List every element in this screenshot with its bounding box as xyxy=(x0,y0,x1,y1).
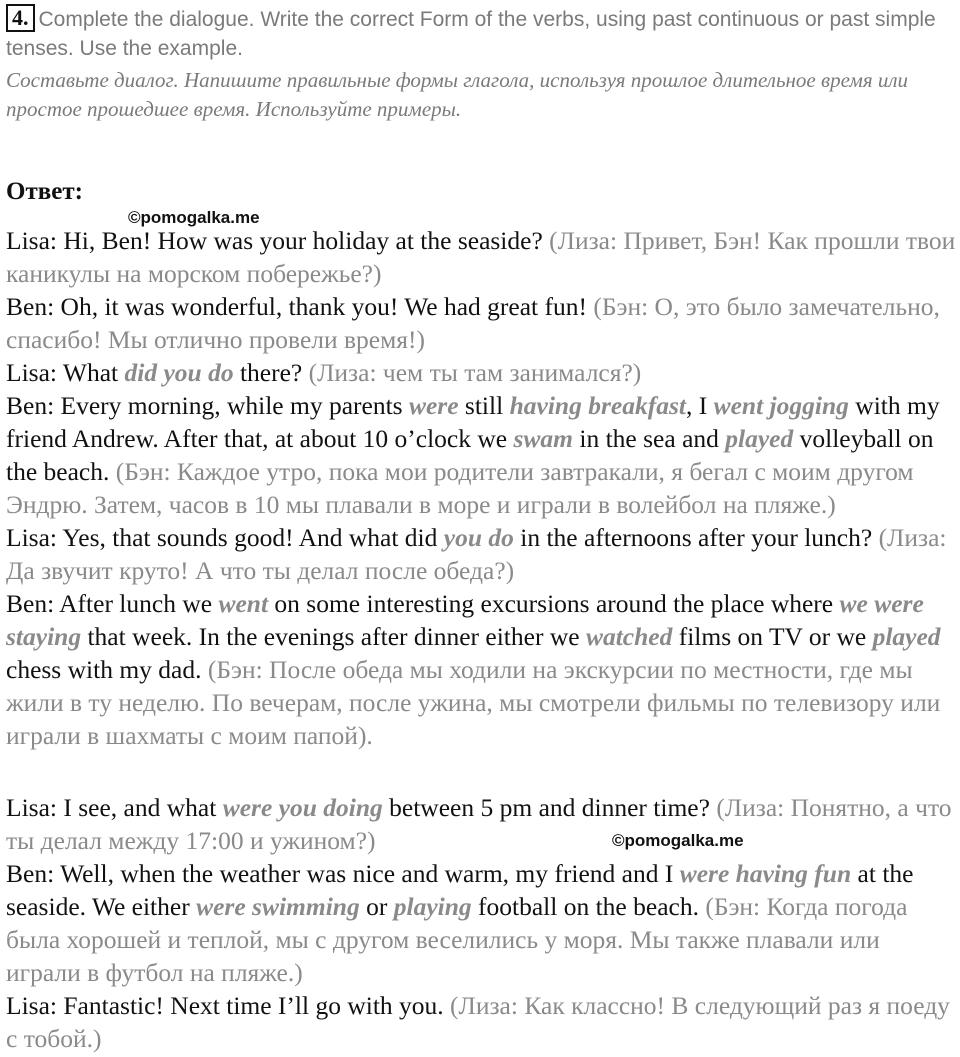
line: football on the beach. xyxy=(478,892,699,921)
line: Ben: Every morning, while my parents xyxy=(6,391,403,420)
instruction-en-text: Complete the dialogue. Write the correct Form of the verbs, using past continuous or past simple tenses. Use the example. xyxy=(6,8,936,60)
translation: (Бэн: После обеда мы ходили на экскурсии по местности, где мы жили в ту неделю. По вечерам, после ужина, мы смотрели фильмы по телевизору или играли в шахматы с моим папой). xyxy=(6,655,941,750)
line: Ben: After lunch we xyxy=(6,589,213,618)
translation: (Бэн: Когда погода была хорошей и теплой, мы с другом веселились у моря. Мы также плавали или играли в футбол на пляже.) xyxy=(6,892,908,987)
answer-verb: went xyxy=(218,589,269,618)
answer-verb: went jogging xyxy=(713,391,849,420)
line: Ben: Well, when the weather was nice and warm, my friend and I xyxy=(6,859,674,888)
translation: (Бэн: О, это было замечательно, спасибо! Мы отлично провели время!) xyxy=(6,292,940,354)
line: chess with my dad. xyxy=(6,655,202,684)
task-instruction-ru: Составьте диалог. Напишите правильные формы глагола, используя прошлое длительное время или простое прошедшее время. Используйте примеры. xyxy=(6,68,908,121)
translation: (Лиза: Как классно! В следующий раз я поеду с тобой.) xyxy=(6,991,950,1053)
line: there? xyxy=(239,358,303,387)
watermark: ©pomogalka.me xyxy=(128,208,260,227)
line: that week. In the evenings after dinner either we xyxy=(87,622,580,651)
watermark: ©pomogalka.me xyxy=(612,831,744,850)
translation: (Лиза: Понятно, а что ты делал между 17:00 и ужином?) xyxy=(6,793,952,855)
translation: (Лиза: Привет, Бэн! Как прошли твои каникулы на морском побережье?) xyxy=(6,226,956,288)
answer-verb: were swimming xyxy=(196,892,360,921)
line: films on TV or we xyxy=(678,622,867,651)
line: still xyxy=(464,391,504,420)
dialogue-part-2 xyxy=(6,791,956,1055)
line: volleyball on the beach. xyxy=(6,424,934,486)
answer-heading: Ответ: xyxy=(6,178,83,205)
answer-verb: were having fun xyxy=(679,859,852,888)
task-instruction-en xyxy=(6,4,956,63)
line: Lisa: Hi, Ben! How was your holiday at the seaside? xyxy=(6,226,543,255)
line: or xyxy=(366,892,388,921)
line: between 5 pm and dinner time? xyxy=(389,793,710,822)
answer-verb: we were staying xyxy=(6,589,924,651)
line: Ben: Oh, it was wonderful, thank you! We had great fun! xyxy=(6,292,587,321)
translation: (Лиза: Да звучит круто! А что ты делал после обеда?) xyxy=(6,523,947,585)
answer-verb: watched xyxy=(585,622,673,651)
answer-verb: played xyxy=(872,622,941,651)
line: Lisa: Yes, that sounds good! And what did xyxy=(6,523,438,552)
dialogue-part-1 xyxy=(6,224,956,752)
answer-verb: swam xyxy=(513,424,574,453)
line: , I xyxy=(685,391,708,420)
translation: (Лиза: чем ты там занимался?) xyxy=(308,358,642,387)
answer-verb: you do xyxy=(443,523,514,552)
answer-verb: were xyxy=(408,391,459,420)
line: Lisa: Fantastic! Next time I’ll go with you. xyxy=(6,991,444,1020)
translation: (Бэн: Каждое утро, пока мои родители завтракали, я бегал с моим другом Эндрю. Затем, часов в 10 мы плавали в море и играли в волейбол на пляже.) xyxy=(6,457,914,519)
answer-verb: played xyxy=(725,424,794,453)
line: with my friend Andrew. After that, at about 10 o’clock we xyxy=(6,391,940,453)
answer-verb: were you doing xyxy=(222,793,383,822)
answer-verb: did you do xyxy=(124,358,234,387)
line: at the seaside. We either xyxy=(6,859,914,921)
line: on some interesting excursions around the place where xyxy=(274,589,834,618)
line: Lisa: I see, and what xyxy=(6,793,217,822)
line: Lisa: What xyxy=(6,358,119,387)
line: in the sea and xyxy=(579,424,719,453)
answer-verb: playing xyxy=(393,892,472,921)
line: in the afternoons after your lunch? xyxy=(520,523,873,552)
task-number: 4. xyxy=(6,4,35,32)
answer-verb: having breakfast xyxy=(509,391,686,420)
